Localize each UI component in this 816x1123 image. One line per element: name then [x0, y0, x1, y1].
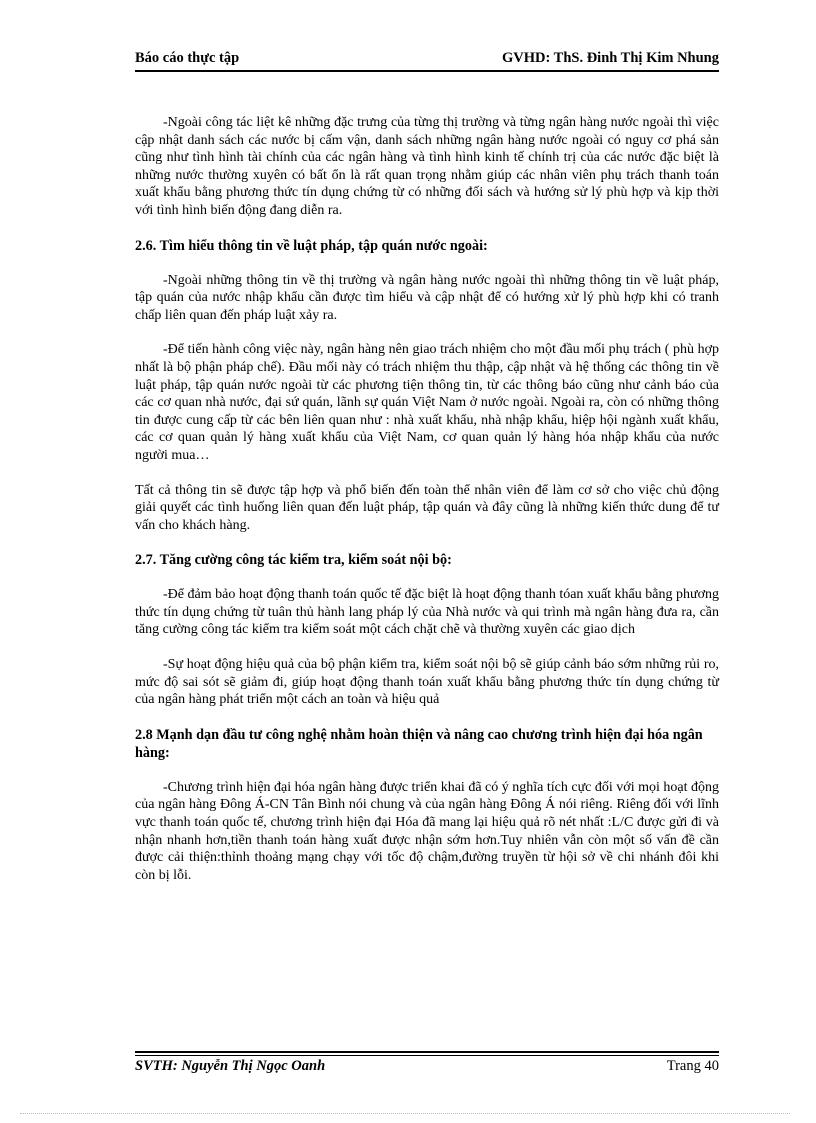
paragraph: -Để đảm bảo hoạt động thanh toán quốc tế đặc biệt là hoạt động thanh tóan xuất khẩu bằng phương thức tín dụng chứng từ tuân thủ hành lang pháp lý của Nhà nước và qui trình mà ngân hàng đưa ra, cần tăng cường công tác kiểm tra kiểm soát một cách chặt chẽ và thường xuyên các giao dịch: [135, 587, 719, 638]
page-footer: [135, 1058, 719, 1078]
header-advisor: GVHD: ThS. Đinh Thị Kim Nhung: [501, 50, 719, 66]
footer-student-name: SVTH: Nguyễn Thị Ngọc Oanh: [135, 1058, 326, 1074]
footer-rule-bottom: [135, 1055, 719, 1056]
section-heading-2-7: 2.7. Tăng cường công tác kiểm tra, kiểm soát nội bộ:: [135, 552, 452, 569]
paragraph: -Ngoài những thông tin về thị trường và ngân hàng nước ngoài thì những thông tin về luật pháp, tập quán của nước nhập khẩu cần được tìm hiểu và cập nhật để có hướng xử lý phù hợp khi có tranh chấp liên quan đến pháp luật xảy ra.: [135, 272, 719, 323]
page-bottom-divider: [20, 1113, 790, 1114]
footer-rule-top: [135, 1051, 719, 1053]
header-report-title: Báo cáo thực tập: [135, 50, 240, 66]
page-number: Trang 40: [666, 1058, 719, 1074]
section-heading-2-8: 2.8 Mạnh dạn đầu tư công nghệ nhằm hoàn thiện và nâng cao chương trình hiện đại hóa ngân hàng:: [135, 726, 703, 761]
paragraph: -Để tiến hành công việc này, ngân hàng nên giao trách nhiệm cho một đầu mối phụ trách ( phù hợp nhất là bộ phận pháp chế). Đầu mối này có trách nhiệm thu thập, cập nhật và hệ thống các thông tin về luật pháp, tập quán nước ngoài từ các phương tiện thông tin, từ các thông báo cũng như cảnh báo của các cơ quan nhà nước, đại sứ quán, lãnh sự quán Việt Nam ở nước ngoài. Ngoài ra, còn có những thông tin được cung cấp từ các bên liên quan như : nhà xuất khẩu, nhà nhập khẩu, hiệp hội ngành xuất khẩu, các cơ quan quản lý hàng xuất khẩu của Việt Nam, cơ quan quản lý hàng hóa nhập khẩu của nước người mua…: [135, 342, 719, 463]
header-rule: [135, 70, 719, 72]
paragraph: Tất cả thông tin sẽ được tập hợp và phổ biến đến toàn thể nhân viên để làm cơ sở cho việc chủ động giải quyết các tình huống liên quan đến luật pháp, tập quán và đây cũng là những kiến thức dung để tư vấn cho khách hàng.: [135, 482, 719, 533]
page-body: [135, 114, 719, 901]
page-header: [135, 50, 719, 70]
paragraph: -Sự hoạt động hiệu quả của bộ phận kiểm tra, kiểm soát nội bộ sẽ giúp cảnh báo sớm những rủi ro, mức độ sai sót sẽ giảm đi, giúp hoạt động thanh toán xuất khẩu bằng phương thức tín dụng chứng từ của ngân hàng phát triển một cách an toàn và hiệu quả: [135, 657, 719, 708]
paragraph: -Ngoài công tác liệt kê những đặc trưng của từng thị trường và từng ngân hàng nước ngoài thì việc cập nhật danh sách các nước bị cấm vận, danh sách những ngân hàng nước ngoài có nguy cơ phá sản cũng như tình hình tài chính của các ngân hàng và tình hình kinh tế chính trị của các nước đặc biệt là những nước thường xuyên có bất ổn là rất quan trọng nhằm giúp các nhân viên phụ trách thanh toán xuất khẩu bằng phương thức tín dụng chứng từ có những đối sách và hướng sử lý phù hợp và kịp thời với tình hình biến động đang diễn ra.: [135, 115, 719, 218]
section-heading-2-6: 2.6. Tìm hiểu thông tin về luật pháp, tập quán nước ngoài:: [135, 237, 488, 254]
paragraph: -Chương trình hiện đại hóa ngân hàng được triển khai đã có ý nghĩa tích cực đối với mọi hoạt động của ngân hàng Đông Á-CN Tân Bình nói chung và của ngân hàng Đông Á nói riêng. Riêng đối với lĩnh vực thanh toán quốc tế, chương trình hiện đại Hóa đã mang lại hiệu quả rõ nét nhất :L/C được gửi đi và nhận nhanh hơn,tiền thanh toán hàng xuất được nhận sớm hơn.Tuy nhiên vẫn còn một số vấn đề cần được cải thiện:thỉnh thoảng mạng chạy với tốc độ chậm,đường truyền từ hội sở về chi nhánh đôi khi còn bị lỗi.: [135, 779, 719, 883]
